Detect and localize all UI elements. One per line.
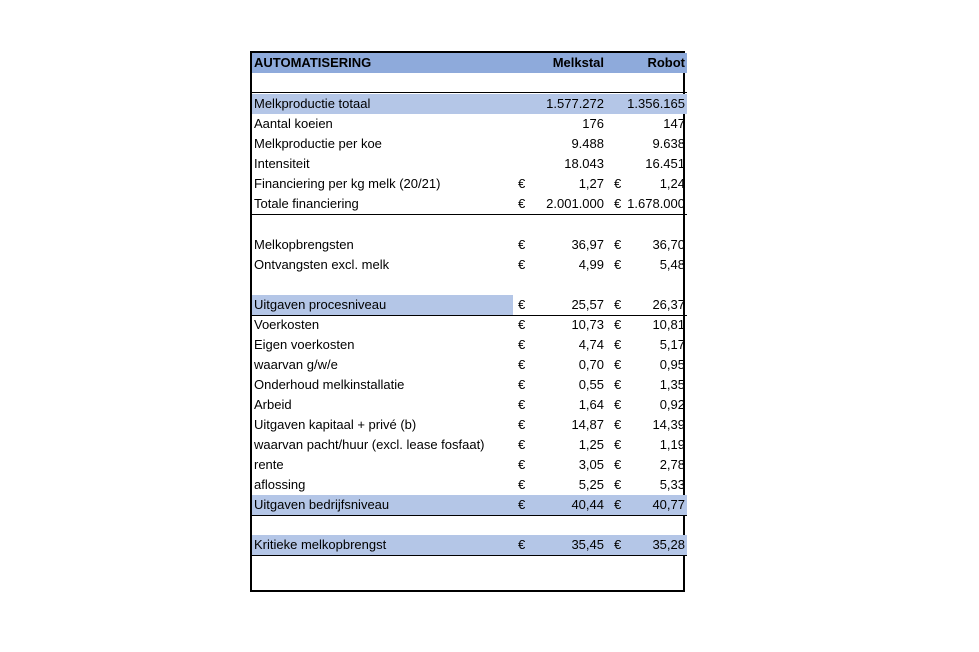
euro-sign-melkstal: €	[518, 297, 526, 312]
table-row	[252, 154, 687, 174]
table-row	[252, 355, 687, 375]
row-value-melkstal: 2.001.000	[546, 196, 604, 211]
euro-sign-robot: €	[614, 397, 622, 412]
euro-sign-robot: €	[614, 537, 622, 552]
euro-sign-melkstal: €	[518, 417, 526, 432]
row-value-melkstal: 4,99	[578, 257, 604, 272]
table-row	[252, 114, 687, 134]
row-label: Eigen voerkosten	[254, 337, 355, 352]
row-label: Aantal koeien	[254, 116, 333, 131]
row-value-melkstal: 25,57	[571, 297, 604, 312]
euro-sign-robot: €	[614, 337, 622, 352]
euro-sign-melkstal: €	[518, 537, 526, 552]
row-value-melkstal: 176	[582, 116, 604, 131]
automatisering-table	[250, 51, 685, 592]
table-row	[252, 395, 687, 415]
row-value-melkstal: 9.488	[571, 136, 604, 151]
euro-sign-robot: €	[614, 176, 622, 191]
euro-sign-robot: €	[614, 477, 622, 492]
euro-sign-robot: €	[614, 417, 622, 432]
row-value-robot: 5,17	[659, 337, 685, 352]
divider	[252, 515, 687, 516]
row-value-melkstal: 1,27	[578, 176, 604, 191]
row-value-melkstal: 1.577.272	[546, 96, 604, 111]
row-value-melkstal: 18.043	[564, 156, 604, 171]
table-row	[252, 495, 687, 515]
row-value-robot: 0,92	[659, 397, 685, 412]
euro-sign-robot: €	[614, 317, 622, 332]
euro-sign-robot: €	[614, 196, 622, 211]
table-header-row	[252, 53, 687, 73]
euro-sign-robot: €	[614, 257, 622, 272]
table-row	[252, 315, 687, 335]
column-header-robot: Robot	[647, 55, 685, 70]
table-row	[252, 535, 687, 555]
row-label: Uitgaven kapitaal + privé (b)	[254, 417, 417, 432]
table-row	[252, 415, 687, 435]
row-label: Totale financiering	[254, 196, 359, 211]
row-value-melkstal: 1,64	[578, 397, 604, 412]
row-value-melkstal: 35,45	[571, 537, 604, 552]
table-row	[252, 455, 687, 475]
euro-sign-robot: €	[614, 497, 622, 512]
row-value-robot: 10,81	[652, 317, 685, 332]
row-label: Arbeid	[254, 397, 292, 412]
row-label: Onderhoud melkinstallatie	[254, 377, 405, 392]
euro-sign-melkstal: €	[518, 257, 526, 272]
row-label: Financiering per kg melk (20/21)	[254, 176, 441, 191]
row-value-robot: 5,33	[659, 477, 685, 492]
euro-sign-robot: €	[614, 357, 622, 372]
row-value-melkstal: 5,25	[578, 477, 604, 492]
euro-sign-melkstal: €	[518, 337, 526, 352]
row-label: Melkproductie per koe	[254, 136, 382, 151]
euro-sign-melkstal: €	[518, 397, 526, 412]
divider	[252, 214, 687, 215]
row-value-melkstal: 0,70	[578, 357, 604, 372]
row-label: Uitgaven bedrijfsniveau	[254, 497, 390, 512]
row-value-robot: 1,24	[659, 176, 685, 191]
row-label: Ontvangsten excl. melk	[254, 257, 390, 272]
divider	[252, 92, 687, 93]
table-row	[252, 335, 687, 355]
row-label: aflossing	[254, 477, 306, 492]
row-value-robot: 0,95	[659, 357, 685, 372]
euro-sign-melkstal: €	[518, 457, 526, 472]
euro-sign-melkstal: €	[518, 317, 526, 332]
row-label: Melkproductie totaal	[254, 96, 371, 111]
row-value-robot: 1.356.165	[627, 96, 685, 111]
row-label: waarvan g/w/e	[254, 357, 338, 372]
row-value-robot: 35,28	[652, 537, 685, 552]
euro-sign-melkstal: €	[518, 377, 526, 392]
euro-sign-melkstal: €	[518, 357, 526, 372]
row-value-robot: 5,48	[659, 257, 685, 272]
row-value-robot: 26,37	[652, 297, 685, 312]
row-label: rente	[254, 457, 284, 472]
table-row	[252, 295, 687, 315]
row-value-melkstal: 14,87	[571, 417, 604, 432]
divider	[252, 555, 687, 556]
table-row	[252, 174, 687, 194]
row-value-melkstal: 10,73	[571, 317, 604, 332]
table-row	[252, 255, 687, 275]
row-value-melkstal: 36,97	[571, 237, 604, 252]
row-label: waarvan pacht/huur (excl. lease fosfaat)	[254, 437, 485, 452]
euro-sign-robot: €	[614, 457, 622, 472]
euro-sign-melkstal: €	[518, 176, 526, 191]
row-value-robot: 40,77	[652, 497, 685, 512]
row-value-melkstal: 40,44	[571, 497, 604, 512]
euro-sign-robot: €	[614, 437, 622, 452]
row-label: Voerkosten	[254, 317, 320, 332]
row-value-melkstal: 0,55	[578, 377, 604, 392]
column-header-melkstal: Melkstal	[552, 55, 604, 70]
euro-sign-robot: €	[614, 297, 622, 312]
row-value-robot: 14,39	[652, 417, 685, 432]
table-row	[252, 94, 687, 114]
row-value-melkstal: 4,74	[578, 337, 604, 352]
euro-sign-melkstal: €	[518, 497, 526, 512]
row-label: Intensiteit	[254, 156, 310, 171]
table-row	[252, 435, 687, 455]
row-label: Kritieke melkopbrengst	[254, 537, 387, 552]
table-row	[252, 375, 687, 395]
table-row	[252, 134, 687, 154]
euro-sign-robot: €	[614, 377, 622, 392]
table-row	[252, 475, 687, 495]
row-value-robot: 1.678.000	[627, 196, 685, 211]
row-value-robot: 1,19	[659, 437, 685, 452]
table-title: AUTOMATISERING	[254, 55, 372, 70]
row-value-robot: 2,78	[659, 457, 685, 472]
euro-sign-melkstal: €	[518, 237, 526, 252]
row-value-robot: 9.638	[652, 136, 685, 151]
row-label: Uitgaven procesniveau	[254, 297, 387, 312]
table-row	[252, 194, 687, 214]
euro-sign-melkstal: €	[518, 196, 526, 211]
row-value-melkstal: 1,25	[578, 437, 604, 452]
row-value-melkstal: 3,05	[578, 457, 604, 472]
row-value-robot: 36,70	[652, 237, 685, 252]
row-label: Melkopbrengsten	[254, 237, 354, 252]
euro-sign-melkstal: €	[518, 437, 526, 452]
row-value-robot: 147	[663, 116, 685, 131]
row-value-robot: 1,35	[659, 377, 685, 392]
row-value-robot: 16.451	[645, 156, 685, 171]
table-row	[252, 235, 687, 255]
euro-sign-melkstal: €	[518, 477, 526, 492]
euro-sign-robot: €	[614, 237, 622, 252]
